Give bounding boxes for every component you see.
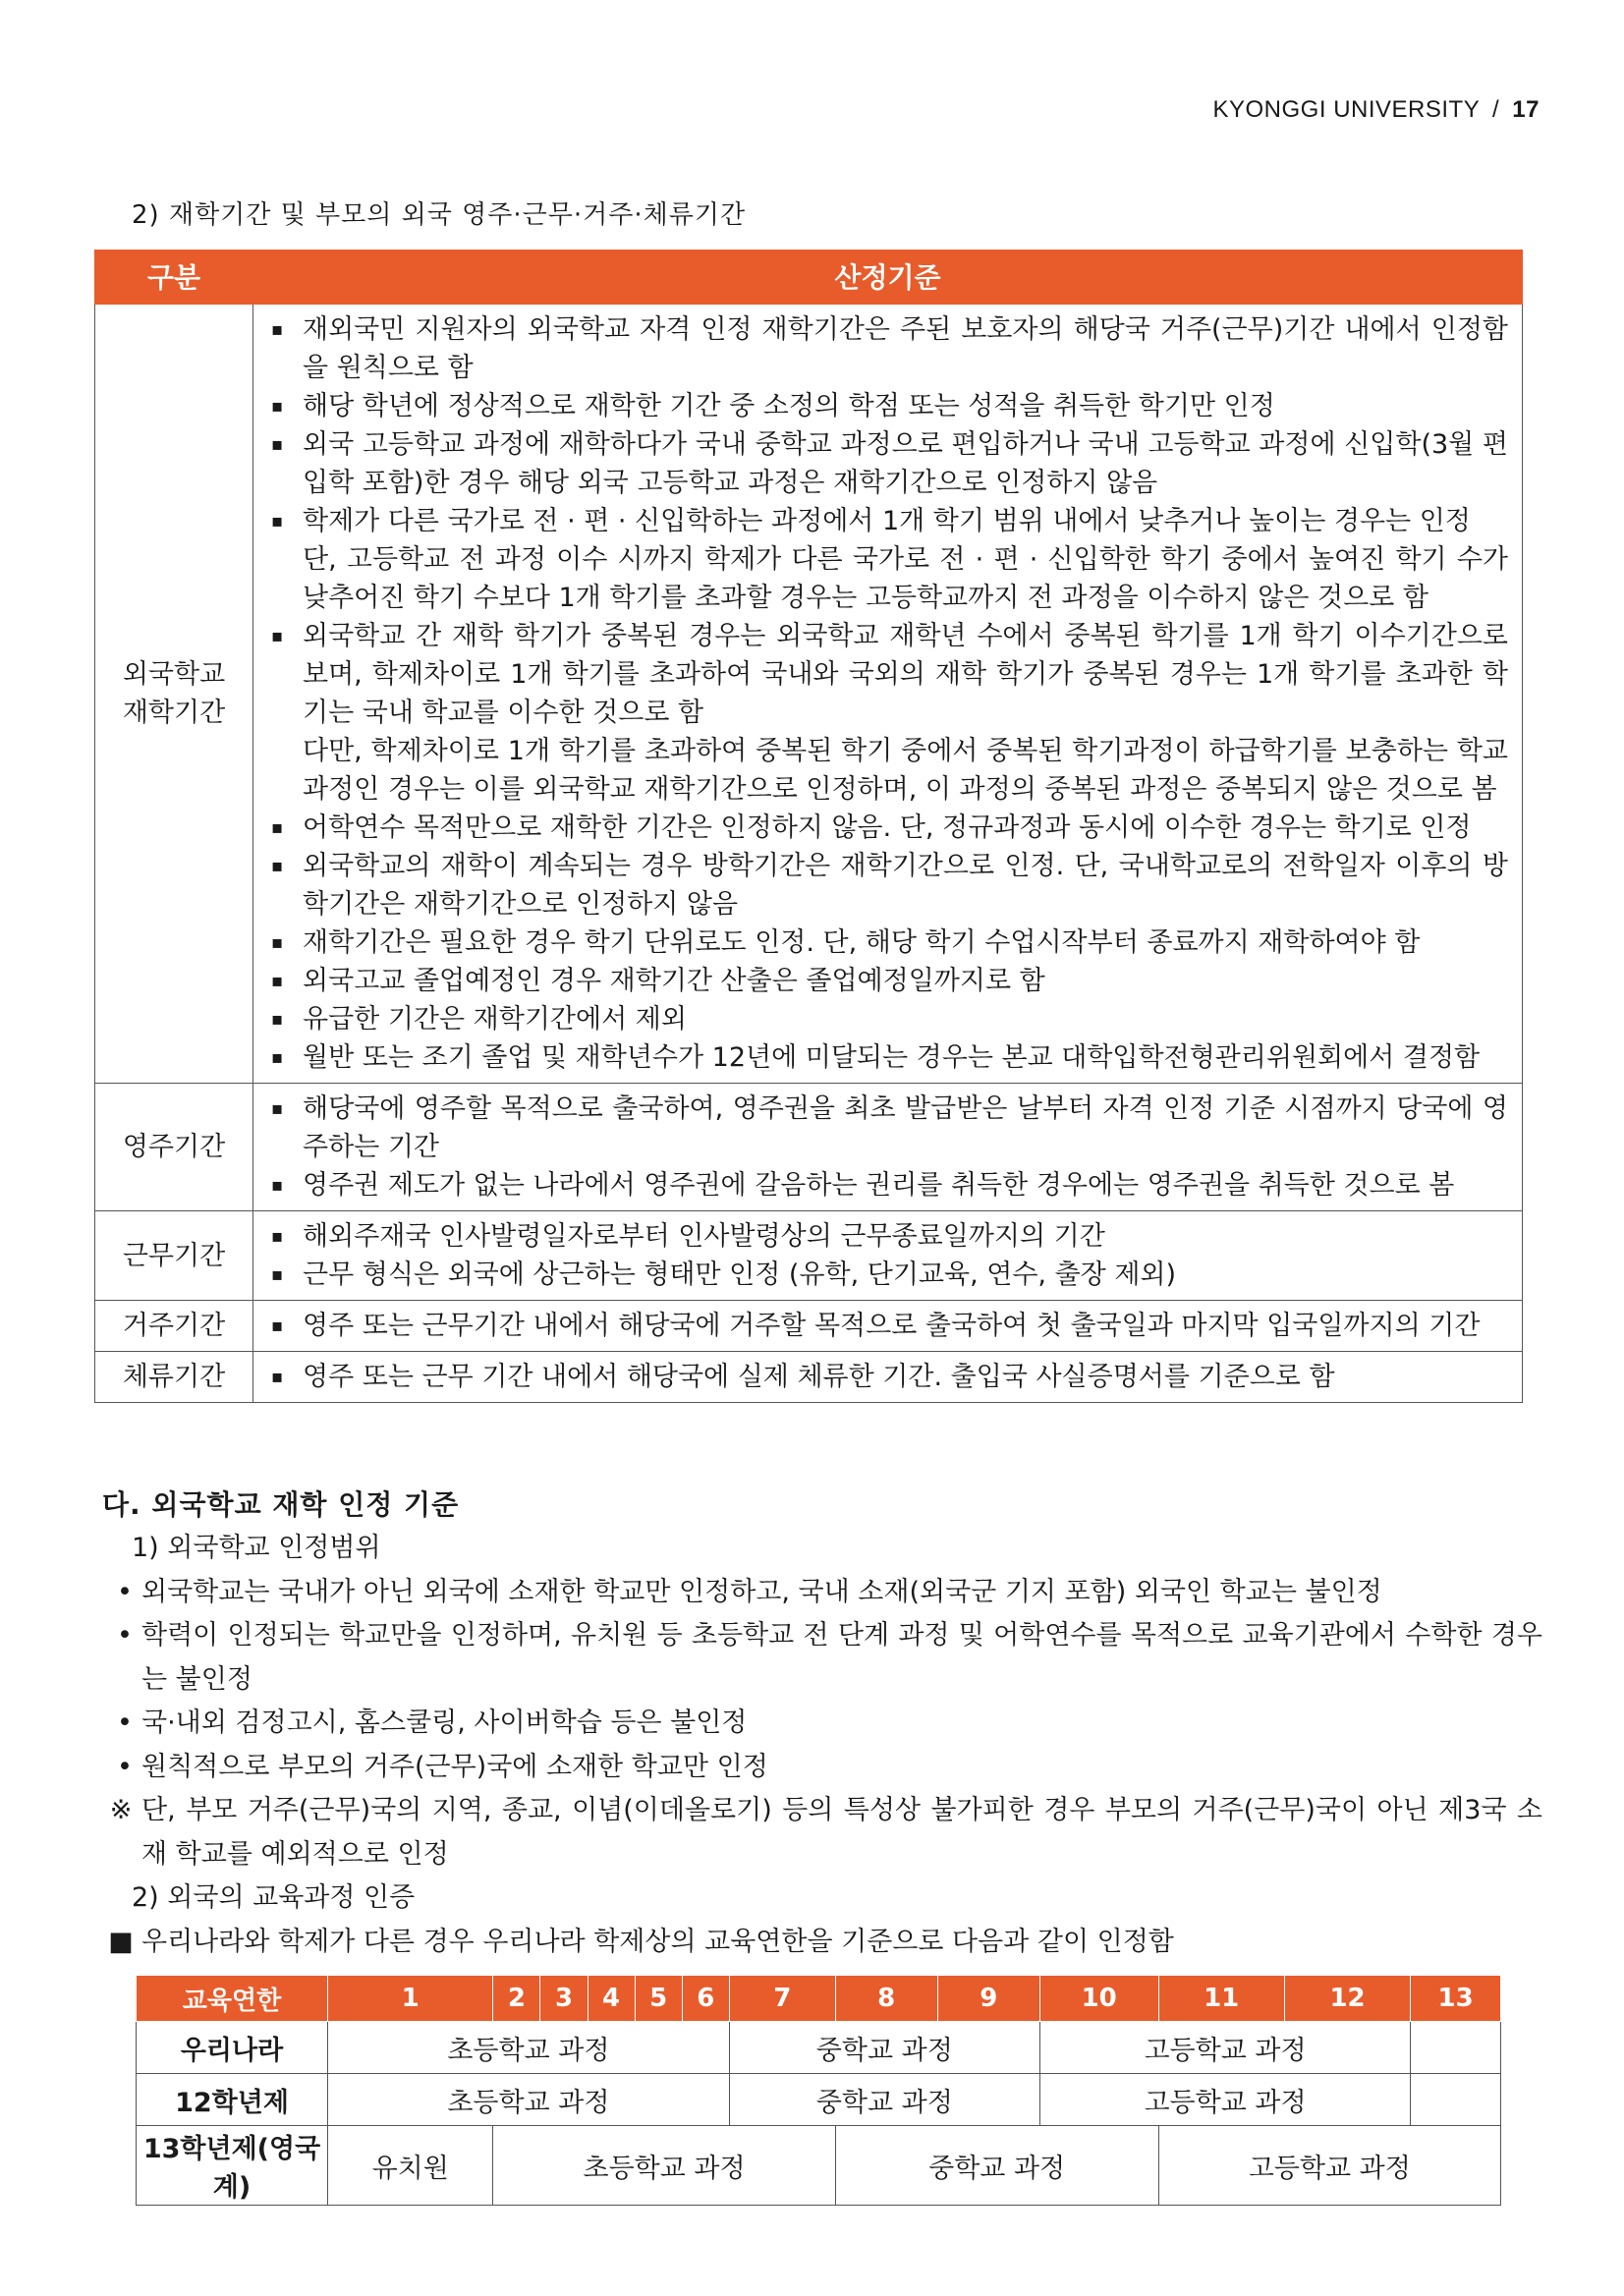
edu-body <box>137 2022 1501 2206</box>
edu-year-header: 1 <box>328 1976 493 2022</box>
criteria-item <box>267 847 1508 924</box>
edu-empty-cell <box>1411 2074 1501 2126</box>
criteria-item-continuation: 다만, 학제차이로 1개 학기를 초과하여 중복된 학기 중에서 중복된 학기과정이 하급학기를 보충하는 학교과정인 경우는 이를 외국학교 재학기간으로 인정하며, 이 과정의 중복된 과정은 중복되지 않은 것으로 봄 <box>303 736 1508 805</box>
header-university: KYONGGI UNIVERSITY <box>1212 96 1480 123</box>
criteria-item <box>267 809 1508 847</box>
edu-year-header: 3 <box>540 1976 588 2022</box>
square-item <box>108 1921 1542 1965</box>
square-bullet-icon: ▪ <box>271 511 284 532</box>
bullet-dot-icon: • <box>117 1576 133 1607</box>
criteria-row <box>95 1352 1523 1403</box>
category-label: 영주기간 <box>122 1132 226 1162</box>
edu-year-header: 5 <box>635 1976 682 2022</box>
edu-year-header: 10 <box>1039 1976 1158 2022</box>
criteria-item-text: 해당 학년에 정상적으로 재학한 기간 중 소정의 학점 또는 성적을 취득한 학기만 인정 <box>303 391 1275 421</box>
criteria-item-text: 해외주재국 인사발령일자로부터 인사발령상의 근무종료일까지의 기간 <box>303 1221 1105 1252</box>
criteria-item <box>267 1256 1508 1294</box>
category-cell <box>95 305 253 1084</box>
criteria-item <box>267 1000 1508 1038</box>
criteria-item-text: 외국학교의 재학이 계속되는 경우 방학기간은 재학기간으로 인정. 단, 국내학교로의 전학일자 이후의 방학기간은 재학기간으로 인정하지 않음 <box>303 851 1508 920</box>
criteria-item-text: 외국고교 졸업예정인 경우 재학기간 산출은 졸업예정일까지로 함 <box>303 966 1045 996</box>
subsection-2-title: 2) 외국의 교육과정 인증 <box>132 1882 416 1913</box>
edu-year-header: 11 <box>1158 1976 1284 2022</box>
criteria-table <box>94 250 1523 1403</box>
edu-row <box>137 2022 1501 2074</box>
square-bullet-icon: ▪ <box>271 396 284 417</box>
edu-header-row <box>137 1976 1501 2022</box>
criteria-row <box>95 305 1523 1084</box>
criteria-item-text: 유급한 기간은 재학기간에서 제외 <box>303 1004 687 1035</box>
note-mark: ※ <box>109 1795 133 1825</box>
edu-year-header: 13 <box>1411 1976 1501 2022</box>
criteria-item-text: 재학기간은 필요한 경우 학기 단위로도 인정. 단, 해당 학기 수업시작부터 종료까지 재학하여야 함 <box>303 927 1421 958</box>
subsection-1-title: 1) 외국학교 인정범위 <box>132 1533 381 1563</box>
criteria-item <box>267 617 1508 732</box>
category-cell <box>95 1301 253 1352</box>
square-bullet-icon: ▪ <box>271 1367 284 1387</box>
bullet-dot-icon: • <box>117 1708 133 1738</box>
square-bullet-icon: ▪ <box>271 626 284 646</box>
recognition-bullet <box>108 1746 1542 1790</box>
criteria-item <box>267 425 1508 502</box>
criteria-row <box>95 1211 1523 1301</box>
criteria-cell <box>253 1084 1523 1211</box>
square-bullet-icon: ▪ <box>271 1226 284 1247</box>
criteria-item-text: 어학연수 목적만으로 재학한 기간은 인정하지 않음. 단, 정규과정과 동시에 이수한 경우는 학기로 인정 <box>303 812 1472 843</box>
criteria-cell <box>253 1211 1523 1301</box>
criteria-item <box>267 310 1508 387</box>
category-label: 체류기간 <box>122 1362 226 1392</box>
criteria-item-text: 해당국에 영주할 목적으로 출국하여, 영주권을 최초 발급받은 날부터 자격 인정 기준 시점까지 당국에 영주하는 기간 <box>303 1093 1508 1162</box>
category-label: 거주기간 <box>122 1311 226 1341</box>
edu-high-cell: 고등학교 과정 <box>1039 2074 1410 2126</box>
recognition-bullet <box>108 1614 1542 1702</box>
recognition-bullet <box>108 1702 1542 1746</box>
page-header <box>1213 96 1540 124</box>
square-bullet-icon: ▪ <box>271 1175 284 1196</box>
edu-year-header: 6 <box>682 1976 729 2022</box>
edu-row-label: 12학년제 <box>137 2074 328 2126</box>
edu-middle-cell: 중학교 과정 <box>729 2074 1039 2126</box>
criteria-item <box>267 924 1508 962</box>
criteria-item <box>267 1038 1508 1077</box>
recognition-bullet-text: 국·내외 검정고시, 홈스쿨링, 사이버학습 등은 불인정 <box>141 1708 748 1738</box>
criteria-item <box>267 962 1508 1000</box>
recognition-bullet <box>108 1571 1542 1615</box>
edu-year-header: 8 <box>835 1976 937 2022</box>
criteria-header-row <box>95 251 1523 305</box>
edu-row <box>137 2074 1501 2126</box>
criteria-cell <box>253 305 1523 1084</box>
recognition-bullet-text: 원칙적으로 부모의 거주(근무)국에 소재한 학교만 인정 <box>141 1751 768 1782</box>
recognition-bullets <box>108 1571 1542 1790</box>
criteria-row <box>95 1084 1523 1211</box>
criteria-item <box>267 1217 1508 1256</box>
header-separator: / <box>1491 96 1500 123</box>
bullet-dot-icon: • <box>117 1620 133 1651</box>
criteria-item-text: 월반 또는 조기 졸업 및 재학년수가 12년에 미달되는 경우는 본교 대학입학전형관리위원회에서 결정함 <box>303 1042 1481 1073</box>
criteria-item <box>267 502 1508 540</box>
category-label: 근무기간 <box>122 1240 226 1271</box>
criteria-col-standard: 산정기준 <box>253 251 1523 305</box>
square-bullet-icon: ▪ <box>271 319 284 340</box>
criteria-item-text: 영주권 제도가 없는 나라에서 영주권에 갈음하는 권리를 취득한 경우에는 영주권을 취득한 것으로 봄 <box>303 1170 1455 1201</box>
criteria-item-continuation: 단, 고등학교 전 과정 이수 시까지 학제가 다른 국가로 전 · 편 · 신입학한 학기 중에서 높여진 학기 수가 낮추어진 학기 수보다 1개 학기를 초과할 경우는 고등학교까지 전 과정을 이수하지 않은 것으로 함 <box>303 544 1508 613</box>
edu-elementary-cell: 초등학교 과정 <box>493 2126 835 2206</box>
criteria-item-text: 외국학교 간 재학 학기가 중복된 경우는 외국학교 재학년 수에서 중복된 학기를 1개 학기 이수기간으로 보며, 학제차이로 1개 학기를 초과하여 국내와 국외의 재학 학기가 중복된 경우는 1개 학기를 초과한 학기는 국내 학교를 이수한 것으로 함 <box>303 621 1508 728</box>
edu-high-cell: 고등학교 과정 <box>1039 2022 1410 2074</box>
edu-kinder-cell: 유치원 <box>328 2126 493 2206</box>
criteria-cell <box>253 1352 1523 1403</box>
category-cell <box>95 1352 253 1403</box>
criteria-item <box>267 1166 1508 1204</box>
education-years-table <box>136 1975 1501 2206</box>
criteria-item <box>267 1358 1508 1396</box>
square-bullet-icon: ▪ <box>271 1009 284 1030</box>
square-mark: ■ <box>108 1926 134 1957</box>
section-title: 다. 외국학교 재학 인정 기준 <box>102 1488 460 1521</box>
edu-high-cell: 고등학교 과정 <box>1158 2126 1500 2206</box>
criteria-item-text: 학제가 다른 국가로 전 · 편 · 신입학하는 과정에서 1개 학기 범위 내에서 낮추거나 높이는 경우는 인정 <box>303 506 1471 536</box>
criteria-item-text: 영주 또는 근무기간 내에서 해당국에 거주할 목적으로 출국하여 첫 출국일과 마지막 입국일까지의 기간 <box>303 1311 1481 1341</box>
edu-row <box>137 2126 1501 2206</box>
subheading-periods: 2) 재학기간 및 부모의 외국 영주·근무·거주·체류기간 <box>132 200 747 230</box>
square-bullet-icon: ▪ <box>271 1316 284 1336</box>
criteria-item-text: 재외국민 지원자의 외국학교 자격 인정 재학기간은 주된 보호자의 해당국 거주(근무)기간 내에서 인정함을 원칙으로 함 <box>303 314 1508 383</box>
square-bullet-icon: ▪ <box>271 971 284 991</box>
square-bullet-icon: ▪ <box>271 1047 284 1068</box>
criteria-col-category: 구분 <box>95 251 253 305</box>
edu-empty-cell <box>1411 2022 1501 2074</box>
edu-year-header: 2 <box>493 1976 540 2022</box>
square-bullet-icon: ▪ <box>271 856 284 876</box>
edu-row-label: 13학년제(영국계) <box>137 2126 328 2206</box>
edu-year-header: 12 <box>1284 1976 1410 2022</box>
page-number: 17 <box>1512 96 1540 123</box>
criteria-item <box>267 387 1508 425</box>
edu-elementary-cell: 초등학교 과정 <box>328 2074 730 2126</box>
edu-header-label: 교육연한 <box>137 1976 328 2022</box>
criteria-item-text: 근무 형식은 외국에 상근하는 형태만 인정 (유학, 단기교육, 연수, 출장 제외) <box>303 1260 1177 1290</box>
criteria-item-text: 영주 또는 근무 기간 내에서 해당국에 실제 체류한 기간. 출입국 사실증명서를 기준으로 함 <box>303 1362 1335 1392</box>
note-item <box>108 1789 1542 1876</box>
category-label: 외국학교 재학기간 <box>122 659 226 728</box>
square-bullet-icon: ▪ <box>271 817 284 838</box>
square-bullet-icon: ▪ <box>271 1264 284 1285</box>
square-bullet-icon: ▪ <box>271 434 284 455</box>
edu-row-label: 우리나라 <box>137 2022 328 2074</box>
recognition-bullet-text: 외국학교는 국내가 아닌 외국에 소재한 학교만 인정하고, 국내 소재(외국군 기지 포함) 외국인 학교는 불인정 <box>141 1576 1382 1607</box>
section-body <box>108 1527 1542 1964</box>
criteria-item-text: 외국 고등학교 과정에 재학하다가 국내 중학교 과정으로 편입하거나 국내 고등학교 과정에 신입학(3월 편입학 포함)한 경우 해당 외국 고등학교 과정은 재학기간으로 인정하지 않음 <box>303 429 1508 498</box>
edu-middle-cell: 중학교 과정 <box>835 2126 1158 2206</box>
criteria-cell <box>253 1301 1523 1352</box>
criteria-item <box>267 1090 1508 1166</box>
edu-middle-cell: 중학교 과정 <box>729 2022 1039 2074</box>
edu-year-header: 9 <box>937 1976 1039 2022</box>
square-bullet-icon: ▪ <box>271 932 284 953</box>
category-cell <box>95 1211 253 1301</box>
criteria-body <box>95 305 1523 1403</box>
square-text: 우리나라와 학제가 다른 경우 우리나라 학제상의 교육연한을 기준으로 다음과 같이 인정함 <box>141 1926 1174 1957</box>
note-text: 단, 부모 거주(근무)국의 지역, 종교, 이념(이데올로기) 등의 특성상 불가피한 경우 부모의 거주(근무)국이 아닌 제3국 소재 학교를 예외적으로 인정 <box>141 1795 1542 1870</box>
edu-year-header: 7 <box>729 1976 835 2022</box>
bullet-dot-icon: • <box>117 1751 133 1782</box>
criteria-item <box>267 1307 1508 1345</box>
square-bullet-icon: ▪ <box>271 1098 284 1119</box>
edu-elementary-cell: 초등학교 과정 <box>328 2022 730 2074</box>
category-cell <box>95 1084 253 1211</box>
criteria-row <box>95 1301 1523 1352</box>
recognition-bullet-text: 학력이 인정되는 학교만을 인정하며, 유치원 등 초등학교 전 단계 과정 및 어학연수를 목적으로 교육기관에서 수학한 경우는 불인정 <box>141 1620 1542 1695</box>
edu-year-header: 4 <box>588 1976 635 2022</box>
